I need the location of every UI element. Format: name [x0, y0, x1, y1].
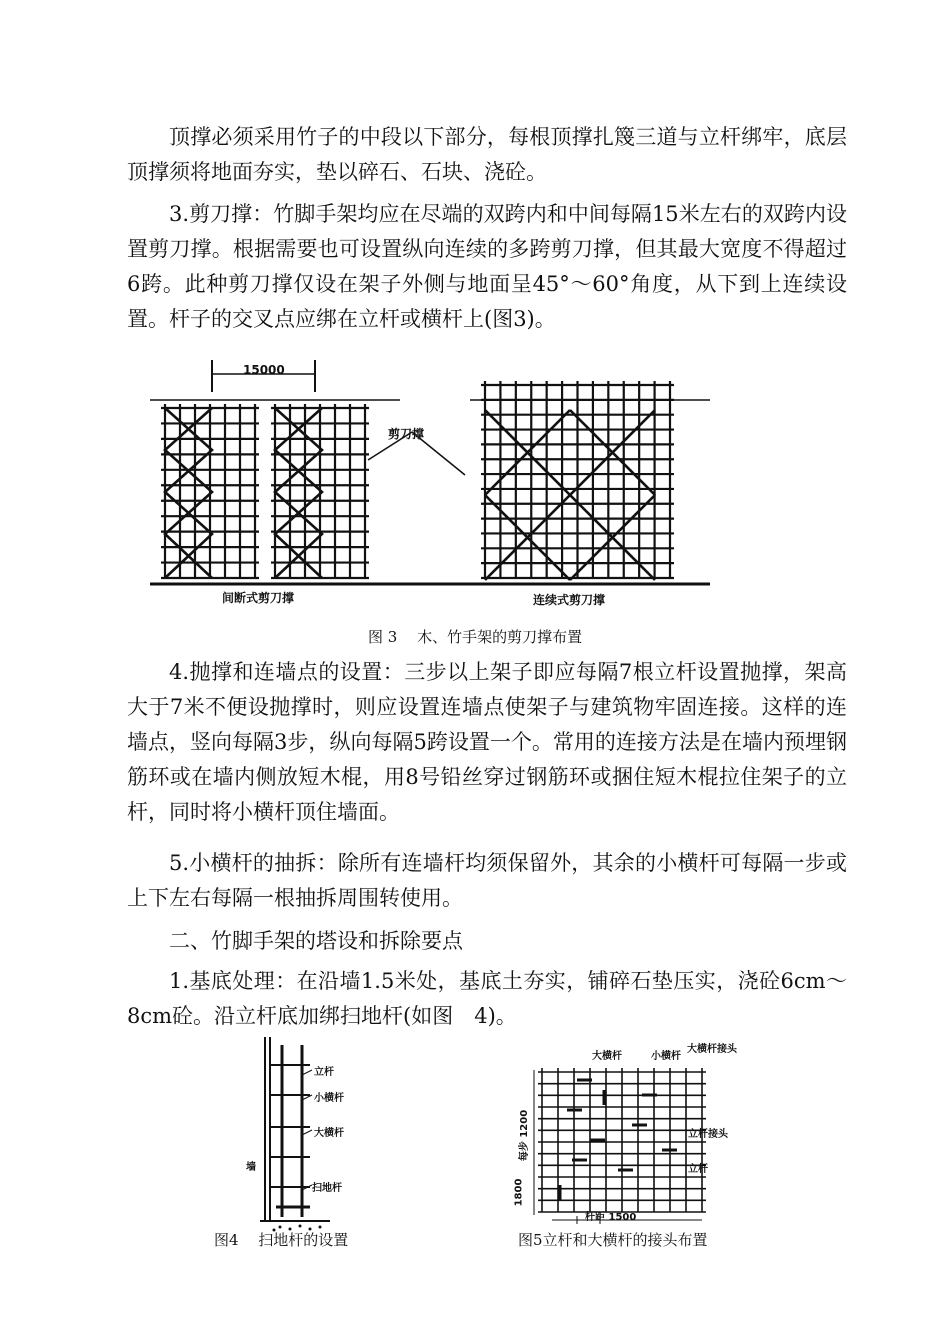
- figure-4-label-upright: 立杆: [314, 1067, 334, 1078]
- figure-5-label-step-height: 每步 1200: [519, 1109, 531, 1162]
- figure-4-label-small-crossbar: 小横杆: [314, 1093, 344, 1104]
- figure-3-callout-label: 剪刀撑: [388, 427, 425, 441]
- figure-5-label-large-crossbar: 大横杆: [592, 1051, 622, 1062]
- paragraph-base-treatment: 1.基底处理：在沿墙1.5米处，基底土夯实，铺碎石垫压实，浇砼6cm～8cm砼。沿立杆底加绑扫地杆(如图 4)。: [127, 969, 847, 1028]
- figure-4-label-sweep-rod: 扫地杆: [312, 1183, 342, 1194]
- paragraph-top-brace: 顶撑必须采用竹子的中段以下部分，每根顶撑扎篾三道与立杆绑牢，底层顶撑须将地面夯实，垫以碎石、石块、浇砼。: [127, 125, 847, 184]
- figure-4-label-large-crossbar: 大横杆: [314, 1128, 344, 1139]
- figure-5-label-bay-spacing: 杆距 1500: [585, 1212, 637, 1223]
- figure-5-label-bottom-step: 1800: [513, 1178, 525, 1207]
- figure-4-label-wall: 墙: [246, 1162, 256, 1173]
- figure-3-right-label: 连续式剪刀撑: [533, 593, 606, 607]
- section-heading-bamboo-scaffold: 二、竹脚手架的塔设和拆除要点: [169, 929, 463, 953]
- paragraph-bracing-wall-ties: 4.抛撑和连墙点的设置：三步以上架子即应每隔7根立杆设置抛撑，架高大于7米不便设抛撑时，则应设置连墙点使架子与建筑物牢固连接。这样的连墙点，竖向每隔3步，纵向每隔5跨设置一个。常用的连接方法是在墙内预埋钢筋环或在墙内侧放短木棍，用8号铅丝穿过钢筋环或捆住短木棍拉住架子的立杆，同时将小横杆顶住墙面。: [127, 660, 847, 824]
- figure-5-label-small-crossbar: 小横杆: [651, 1051, 681, 1062]
- figure-4-caption: 图4 扫地杆的设置: [214, 1231, 349, 1249]
- figure-3-left-label: 间断式剪刀撑: [222, 591, 295, 605]
- paragraph-small-crossbar: 5.小横杆的抽拆：除所有连墙杆均须保留外，其余的小横杆可每隔一步或上下左右每隔一根抽拆周围转使用。: [127, 851, 847, 910]
- figure-5-caption: 图5立杆和大横杆的接头布置: [518, 1231, 708, 1249]
- figure-5-label-upright: 立杆: [688, 1164, 708, 1175]
- paragraph-scissor-brace: 3.剪刀撑：竹脚手架均应在尽端的双跨内和中间每隔15米左右的双跨内设置剪刀撑。根据需要也可设置纵向连续的多跨剪刀撑，但其最大宽度不得超过6跨。此种剪刀撑仅设在架子外侧与地面呈45°～60°角度，从下到上连续设置。杆子的交叉点应绑在立杆或横杆上(图3)。: [127, 202, 847, 331]
- figure-5-label-crossbar-joint: 大横杆接头: [687, 1044, 737, 1055]
- figure-3-dimension-label: 15000: [243, 363, 285, 377]
- figure-3-caption: 图 3 木、竹手架的剪刀撑布置: [368, 628, 583, 646]
- figure-5-label-upright-joint: 立杆接头: [688, 1129, 728, 1140]
- figure-3-scissor-brace-diagram: [150, 350, 710, 610]
